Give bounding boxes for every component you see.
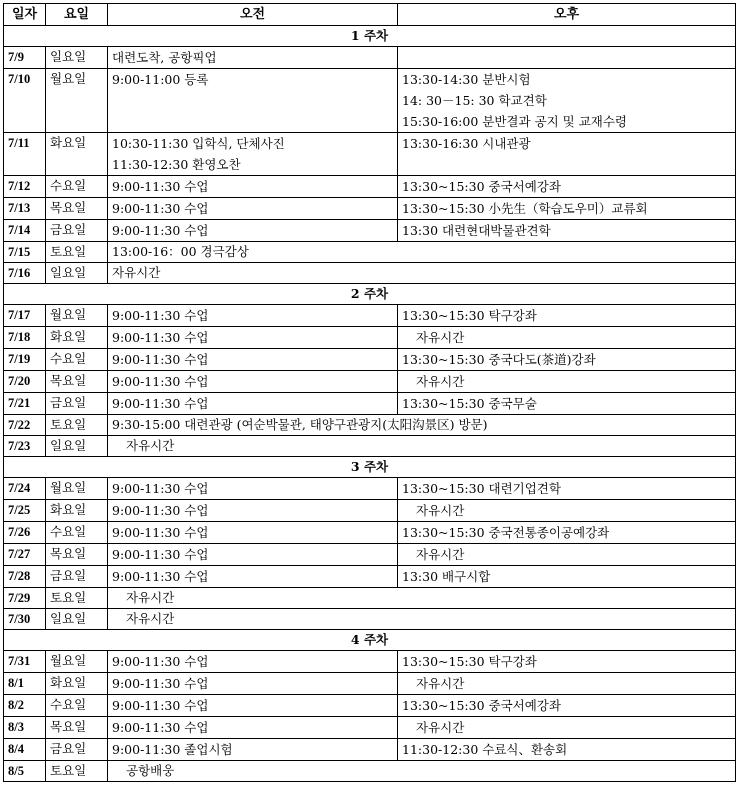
- week-header-row: [4, 630, 736, 651]
- schedule-row: [4, 478, 736, 500]
- row-pm: [398, 673, 736, 695]
- row-pm: [398, 176, 736, 198]
- row-day: 금요일: [46, 566, 108, 588]
- am-line: 9:00-11:30 수업: [112, 201, 209, 216]
- week-header-row: [4, 26, 736, 47]
- row-date: 8/1: [4, 673, 46, 695]
- row-day: 화요일: [46, 327, 108, 349]
- am-line: 10:30-11:30 입학식, 단체사진: [112, 136, 285, 151]
- row-pm: [398, 739, 736, 761]
- row-date: 7/15: [4, 242, 46, 263]
- am-line: 9:00-11:30 수업: [112, 481, 209, 496]
- am-line: 9:00-11:30 수업: [112, 308, 209, 323]
- row-date: 7/10: [4, 69, 46, 133]
- header-am: 오전: [108, 4, 398, 26]
- am-line: 9:00-11:30 수업: [112, 330, 209, 345]
- row-all-day: 자유시간: [108, 263, 736, 284]
- row-date: 8/2: [4, 695, 46, 717]
- row-pm: [398, 478, 736, 500]
- row-date: 7/18: [4, 327, 46, 349]
- row-date: 7/23: [4, 436, 46, 457]
- row-am: [108, 371, 398, 393]
- row-date: 7/12: [4, 176, 46, 198]
- row-date: 7/29: [4, 588, 46, 609]
- row-date: 7/22: [4, 415, 46, 436]
- schedule-row: [4, 588, 736, 609]
- row-pm: [398, 522, 736, 544]
- schedule-row: [4, 717, 736, 739]
- pm-line: 13:30~15:30 중국다도(茶道)강좌: [402, 352, 596, 367]
- pm-line: 자유시간: [416, 503, 465, 518]
- row-all-day: 9:30-15:00 대련관광 (여순박물관, 태양구관광지(太阳沟景区) 방문): [108, 415, 736, 436]
- row-am: [108, 500, 398, 522]
- row-day: 월요일: [46, 69, 108, 133]
- am-line: 9:00-11:30 수업: [112, 720, 209, 735]
- schedule-row: [4, 566, 736, 588]
- row-day: 목요일: [46, 717, 108, 739]
- row-am: [108, 69, 398, 133]
- am-line: 9:00-11:30 수업: [112, 503, 209, 518]
- header-row: [4, 4, 736, 26]
- am-line: 9:00-11:30 수업: [112, 374, 209, 389]
- row-all-day: 13:00-16：00 경극감상: [108, 242, 736, 263]
- row-day: 금요일: [46, 739, 108, 761]
- row-date: 8/4: [4, 739, 46, 761]
- header-day: 요일: [46, 4, 108, 26]
- header-date: 일자: [4, 4, 46, 26]
- row-am: [108, 478, 398, 500]
- row-day: 일요일: [46, 436, 108, 457]
- row-date: 7/25: [4, 500, 46, 522]
- pm-line: 13:30-14:30 분반시험: [402, 72, 531, 87]
- row-date: 7/26: [4, 522, 46, 544]
- am-line: 9:00-11:30 수업: [112, 396, 209, 411]
- row-am: [108, 651, 398, 673]
- row-am: [108, 220, 398, 242]
- row-all-day: 공항배웅: [108, 761, 736, 782]
- row-day: 일요일: [46, 263, 108, 284]
- row-day: 금요일: [46, 220, 108, 242]
- schedule-table: [3, 3, 736, 782]
- pm-line: 자유시간: [416, 676, 465, 691]
- row-date: 7/11: [4, 133, 46, 176]
- row-am: [108, 566, 398, 588]
- row-am: [108, 739, 398, 761]
- am-line: 9:00-11:30 수업: [112, 352, 209, 367]
- schedule-row: [4, 544, 736, 566]
- schedule-row: [4, 415, 736, 436]
- row-day: 수요일: [46, 349, 108, 371]
- row-am: [108, 393, 398, 415]
- pm-line: 자유시간: [416, 547, 465, 562]
- pm-line: 13:30~15:30 중국서예강좌: [402, 179, 561, 194]
- row-pm: [398, 305, 736, 327]
- row-am: [108, 305, 398, 327]
- row-pm: [398, 47, 736, 69]
- row-day: 일요일: [46, 609, 108, 630]
- row-date: 7/28: [4, 566, 46, 588]
- row-day: 목요일: [46, 198, 108, 220]
- pm-line: 11:30-12:30 수료식、환송회: [402, 742, 568, 757]
- am-line: 9:00-11:00 등록: [112, 72, 209, 87]
- schedule-row: [4, 305, 736, 327]
- row-date: 7/30: [4, 609, 46, 630]
- pm-line: 자유시간: [416, 720, 465, 735]
- row-day: 화요일: [46, 500, 108, 522]
- row-am: [108, 522, 398, 544]
- am-line: 9:00-11:30 수업: [112, 525, 209, 540]
- am-line: 9:00-11:30 수업: [112, 223, 209, 238]
- row-pm: [398, 349, 736, 371]
- row-day: 월요일: [46, 651, 108, 673]
- am-line: 9:00-11:30 졸업시험: [112, 742, 233, 757]
- row-date: 7/17: [4, 305, 46, 327]
- row-pm: [398, 220, 736, 242]
- week-label: 4 주차: [4, 630, 736, 651]
- pm-line: 13:30~15:30 대련기업견학: [402, 481, 561, 496]
- row-pm: [398, 327, 736, 349]
- row-am: [108, 198, 398, 220]
- row-day: 목요일: [46, 371, 108, 393]
- am-line: 9:00-11:30 수업: [112, 654, 209, 669]
- am-line: 9:00-11:30 수업: [112, 547, 209, 562]
- am-line: 9:00-11:30 수업: [112, 569, 209, 584]
- schedule-row: [4, 371, 736, 393]
- row-date: 7/24: [4, 478, 46, 500]
- pm-line: 14: 30－15: 30 학교견학: [402, 93, 547, 108]
- schedule-row: [4, 69, 736, 133]
- row-am: [108, 47, 398, 69]
- header-pm: 오후: [398, 4, 736, 26]
- row-pm: [398, 717, 736, 739]
- row-date: 8/5: [4, 761, 46, 782]
- row-day: 수요일: [46, 522, 108, 544]
- pm-line: 13:30-16:30 시내관광: [402, 136, 531, 151]
- schedule-row: [4, 673, 736, 695]
- schedule-body: [4, 26, 736, 782]
- schedule-row: [4, 220, 736, 242]
- row-day: 수요일: [46, 176, 108, 198]
- pm-line: 13:30~15:30 중국전통종이공예강좌: [402, 525, 610, 540]
- row-pm: [398, 371, 736, 393]
- week-label: 2 주차: [4, 284, 736, 305]
- row-day: 화요일: [46, 673, 108, 695]
- week-label: 3 주차: [4, 457, 736, 478]
- row-day: 금요일: [46, 393, 108, 415]
- row-date: 7/13: [4, 198, 46, 220]
- row-pm: [398, 69, 736, 133]
- row-am: [108, 327, 398, 349]
- row-am: [108, 673, 398, 695]
- schedule-row: [4, 739, 736, 761]
- row-day: 토요일: [46, 761, 108, 782]
- row-day: 일요일: [46, 47, 108, 69]
- row-date: 7/19: [4, 349, 46, 371]
- pm-line: 15:30-16:00 분반결과 공지 및 교재수령: [402, 114, 627, 129]
- schedule-row: [4, 695, 736, 717]
- schedule-row: [4, 393, 736, 415]
- schedule-row: [4, 349, 736, 371]
- row-pm: [398, 651, 736, 673]
- row-pm: [398, 695, 736, 717]
- row-all-day: 자유시간: [108, 588, 736, 609]
- row-all-day: 자유시간: [108, 609, 736, 630]
- row-pm: [398, 566, 736, 588]
- pm-line: 13:30 대련현대박물관견학: [402, 223, 551, 238]
- am-line: 9:00-11:30 수업: [112, 179, 209, 194]
- row-am: [108, 695, 398, 717]
- row-am: [108, 544, 398, 566]
- row-date: 8/3: [4, 717, 46, 739]
- pm-line: 13:30~15:30 탁구강좌: [402, 654, 537, 669]
- schedule-row: [4, 500, 736, 522]
- row-am: [108, 133, 398, 176]
- row-date: 7/16: [4, 263, 46, 284]
- row-date: 7/21: [4, 393, 46, 415]
- row-day: 토요일: [46, 588, 108, 609]
- row-am: [108, 349, 398, 371]
- row-day: 토요일: [46, 242, 108, 263]
- week-header-row: [4, 457, 736, 478]
- schedule-row: [4, 133, 736, 176]
- row-day: 월요일: [46, 478, 108, 500]
- row-day: 수요일: [46, 695, 108, 717]
- schedule-row: [4, 761, 736, 782]
- pm-line: 13:30~15:30 小先生（학습도우미）교류회: [402, 201, 648, 216]
- row-all-day: 자유시간: [108, 436, 736, 457]
- schedule-row: [4, 651, 736, 673]
- row-date: 7/20: [4, 371, 46, 393]
- schedule-row: [4, 47, 736, 69]
- pm-line: 13:30~15:30 중국서예강좌: [402, 698, 561, 713]
- row-pm: [398, 133, 736, 176]
- pm-line: 자유시간: [416, 374, 465, 389]
- schedule-row: [4, 242, 736, 263]
- row-day: 토요일: [46, 415, 108, 436]
- pm-line: 13:30~15:30 탁구강좌: [402, 308, 537, 323]
- am-line: 9:00-11:30 수업: [112, 698, 209, 713]
- row-pm: [398, 393, 736, 415]
- schedule-row: [4, 522, 736, 544]
- row-day: 화요일: [46, 133, 108, 176]
- week-label: 1 주차: [4, 26, 736, 47]
- row-pm: [398, 500, 736, 522]
- pm-line: 13:30 배구시합: [402, 569, 491, 584]
- am-line: 대련도착, 공항픽업: [112, 50, 217, 65]
- row-date: 7/27: [4, 544, 46, 566]
- row-day: 목요일: [46, 544, 108, 566]
- schedule-row: [4, 327, 736, 349]
- row-pm: [398, 544, 736, 566]
- schedule-row: [4, 176, 736, 198]
- row-date: 7/14: [4, 220, 46, 242]
- pm-line: 자유시간: [416, 330, 465, 345]
- row-pm: [398, 198, 736, 220]
- am-line: 9:00-11:30 수업: [112, 676, 209, 691]
- row-am: [108, 717, 398, 739]
- row-date: 7/31: [4, 651, 46, 673]
- schedule-row: [4, 609, 736, 630]
- schedule-row: [4, 263, 736, 284]
- schedule-row: [4, 198, 736, 220]
- pm-line: 13:30~15:30 중국무술: [402, 396, 537, 411]
- row-day: 월요일: [46, 305, 108, 327]
- week-header-row: [4, 284, 736, 305]
- row-date: 7/9: [4, 47, 46, 69]
- am-line: 11:30-12:30 환영오찬: [112, 157, 241, 172]
- row-am: [108, 176, 398, 198]
- schedule-row: [4, 436, 736, 457]
